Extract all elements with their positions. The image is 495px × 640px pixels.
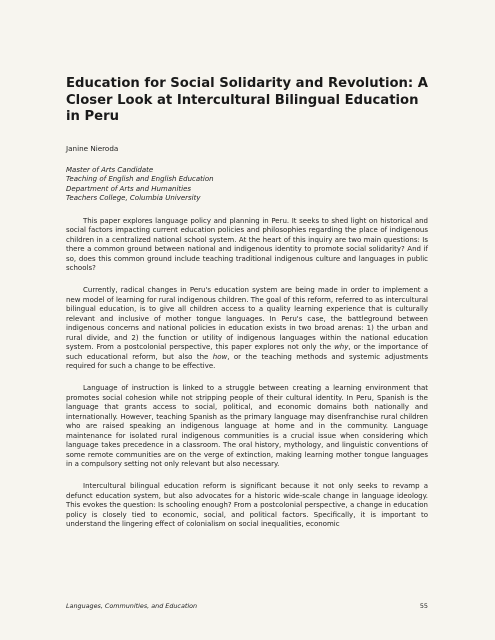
author-name: Janine Nieroda (66, 143, 119, 153)
article-content (66, 76, 428, 542)
paragraph-text: This paper explores language policy and planning in Peru. It seeks to shed light on historical and social factors impacting current education policies and philosophies regarding the place of indigenous children in a centralized national school system. At the heart of this inquiry are two main questions: Is there a common ground between national and indigenous identity to promote social solidarity? And if so, does this common ground include teaching traditional indigenous culture and languages in public schools? (66, 216, 428, 273)
affiliation-line: Master of Arts Candidate (66, 165, 154, 174)
paragraph-text: , or the teaching methods and systemic adjustments required for such a change to be effective. (66, 352, 428, 371)
paragraph-text: , or the importance of such educational reform, but also the (66, 343, 428, 361)
article-body (66, 217, 428, 530)
affiliation-line: Teaching of English and English Education (66, 175, 214, 184)
journal-name: Languages, Communities, and Education (66, 602, 198, 610)
affiliation-line: Teachers College, Columbia University (66, 194, 201, 203)
body-paragraph (66, 384, 428, 470)
paragraph-text: Intercultural bilingual education reform is significant because it not only seeks to revamp a defunct education system, but also advocates for a historic wide-scale change in language ideology. This evokes the question: Is schooling enough? From a postcolonial perspective, a change in education policy is closely tied to economic, social, and political factors. Specifically, it is important to understand the lingering effect of colonialism on social inequalities, economic (66, 482, 428, 529)
emphasis-text: how (212, 352, 228, 361)
body-paragraph (66, 482, 428, 530)
body-paragraph (66, 286, 428, 372)
emphasis-text: why (334, 343, 349, 352)
affiliation-line: Department of Arts and Humanities (66, 184, 192, 193)
article-title: Education for Social Solidarity and Revolution: A Closer Look at Intercultural Bilingual Education in Peru (66, 76, 428, 124)
page-number: 55 (419, 602, 428, 610)
paragraph-text: Currently, radical changes in Peru's education system are being made in order to implement a new model of learning for rural indigenous children. The goal of this reform, referred to as intercultural bilingual education, is to give all children access to a quality learning experience that is culturally relevant and inclusive of mother tongue languages. In Peru's case, the battleground between indigenous concerns and national policies in education exists in two broad arenas: 1) the urban and rural divide, and 2) the function or utility of indigenous languages within the national education system. From a postcolonial perspective, this paper explores not only the (66, 286, 428, 352)
paragraph-text: Language of instruction is linked to a struggle between creating a learning environment that promotes social cohesion while not stripping people of their cultural identity. In Peru, Spanish is the language that grants access to social, political, and economic domains both nationally and internationally. However, teaching Spanish as the primary language may disenfranchise rural children who are raised speaking an indigenous language at home and in the community. Language maintenance for isolated rural indigenous communities is a crucial issue when considering which language takes precedence in a classroom. The oral history, mythology, and linguistic conventions of some remote communities are on the verge of extinction, making learning mother tongue languages in a compulsory setting not only relevant but also necessary. (66, 384, 428, 469)
author-affiliation (66, 166, 428, 204)
body-paragraph (66, 217, 428, 274)
